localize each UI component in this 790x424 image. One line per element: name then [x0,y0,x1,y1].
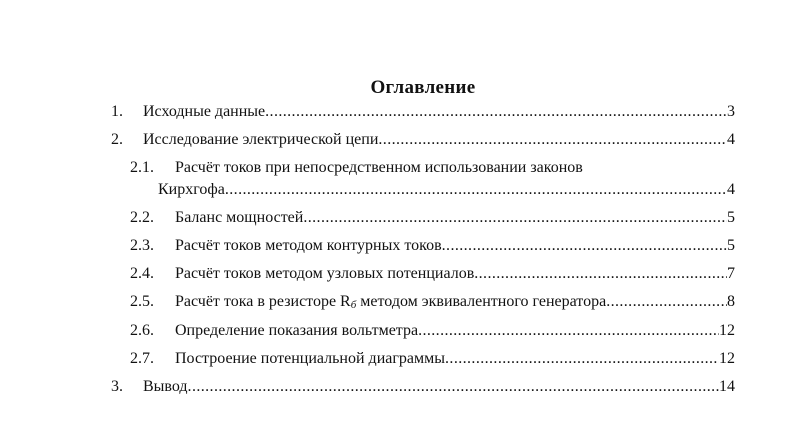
toc-title: Оглавление [370,77,476,98]
toc-entry-text: Исследование электрической цепи [143,131,379,148]
dot-leader [378,130,727,150]
toc-entry-text-start: Расчёт тока в резисторе R [175,293,351,310]
toc-entry-number: 1. [111,103,123,120]
toc-entry-page: 5 [727,209,735,226]
toc-entry-page: 12 [719,350,735,367]
toc-entry-page: 4 [727,181,735,198]
dot-leader [442,236,727,256]
toc-entry-number: 2.7. [130,350,154,367]
toc-entry-text: Исходные данные [143,103,266,120]
toc-entry-text: Построение потенциальной диаграммы [175,350,446,367]
toc-entry-text: Расчёт токов методом узловых потенциалов [175,265,475,282]
toc-entry-page: 4 [727,131,735,148]
toc-entry-number: 3. [111,378,123,395]
dot-leader [225,180,727,200]
toc-entry-number: 2.5. [130,293,154,310]
toc-entry-number: 2.4. [130,265,154,282]
toc-entry-text: Баланс мощностей [175,209,304,226]
toc-entry-page: 5 [727,237,735,254]
toc-entry-number: 2.6. [130,322,154,339]
toc-entry-number: 2.1. [130,159,154,176]
toc-entry-text-end: методом эквивалентного генератора [356,293,607,310]
toc-entry-number: 2. [111,131,123,148]
toc-entry-text: Расчёт токов при непосредственном использовании законов [175,159,583,176]
toc-entry-number: 2.3. [130,237,154,254]
toc-entry-page: 14 [719,378,735,395]
dot-leader [265,102,727,122]
toc-entry-text-continued: Кирхгофа [158,181,225,198]
toc-entry-page: 8 [727,293,735,310]
dot-leader [303,208,727,228]
resistor-subscript: б [350,299,357,311]
dot-leader [474,264,727,284]
toc-entry-number: 2.2. [130,209,154,226]
toc-entry-text [175,292,606,315]
toc-entry-page: 3 [727,103,735,120]
toc-entry-page: 12 [719,322,735,339]
dot-leader [418,321,719,341]
dot-leader [188,377,719,397]
toc-entry-text: Определение показания вольтметра [175,322,419,339]
dot-leader [606,292,727,312]
dot-leader [445,349,719,369]
toc-entry-text: Вывод [143,378,188,395]
toc-entry-text: Расчёт токов методом контурных токов [175,237,442,254]
toc-entry-page: 7 [727,265,735,282]
